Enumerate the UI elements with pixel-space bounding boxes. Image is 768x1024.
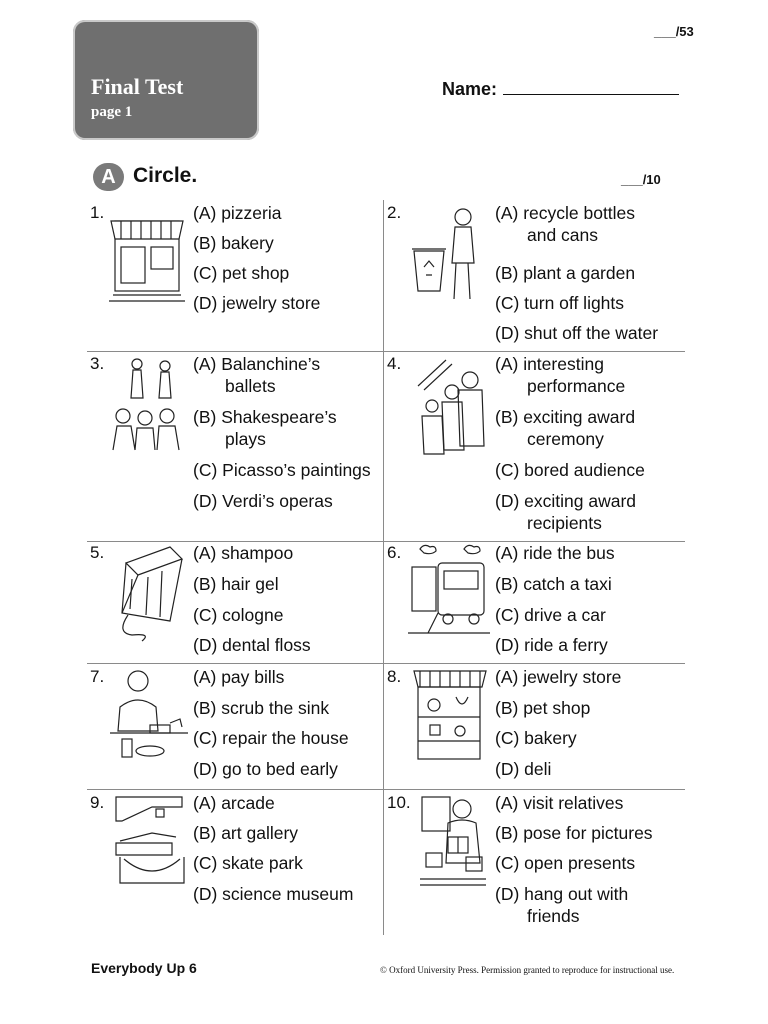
row-divider [87,789,685,790]
question-number: 6. [387,543,402,562]
answer-option-continued: plays [225,429,266,449]
answer-option[interactable]: (A) arcade [193,793,275,813]
answer-option[interactable]: (C) Picasso’s paintings [193,460,371,480]
question-number: 1. [90,203,105,222]
answer-option[interactable]: (A) visit relatives [495,793,624,813]
answer-option[interactable]: (A) recycle bottles [495,203,636,223]
question-number: 10. [387,793,411,812]
answer-option[interactable]: (A) shampoo [193,543,294,563]
page-number: page 1 [91,104,133,120]
question-number: 2. [387,203,402,222]
test-title: Final Test [91,74,184,99]
footer-copyright: © Oxford University Press. Permission granted to reproduce for instructional use. [380,965,675,975]
answer-option[interactable]: (C) bored audience [495,460,645,480]
name-field[interactable] [442,78,679,100]
recycling-illustration [410,203,490,303]
presents-illustration [418,793,488,889]
test-header-box [73,20,259,140]
dental-floss-illustration [112,543,188,643]
row-divider [87,541,685,542]
answer-option[interactable]: (B) pose for pictures [495,823,653,843]
answer-option-continued: and cans [527,225,599,245]
storefront-illustration [107,203,187,303]
answer-option-continued: recipients [527,513,602,533]
section-title: Circle. [133,164,198,187]
name-label: Name: [442,79,498,99]
answer-option[interactable]: (D) ride a ferry [495,635,608,655]
grid-divider [383,200,384,935]
answer-option[interactable]: (A) ride the bus [495,543,615,563]
answer-option-continued: performance [527,376,626,396]
answer-option[interactable]: (D) deli [495,759,552,779]
answer-option[interactable]: (D) shut off the water [495,323,659,343]
answer-option-continued: ballets [225,376,276,396]
section-badge: A [93,163,124,191]
answer-option[interactable]: (D) exciting award [495,491,637,511]
answer-option[interactable]: (B) scrub the sink [193,698,330,718]
question-number: 4. [387,354,402,373]
answer-option[interactable]: (A) pay bills [193,667,285,687]
answer-option[interactable]: (D) hang out with [495,884,629,904]
answer-option[interactable]: (A) jewelry store [495,667,622,687]
answer-option[interactable]: (D) go to bed early [193,759,338,779]
question-number: 3. [90,354,105,373]
answer-option[interactable]: (B) plant a garden [495,263,636,283]
answer-option[interactable]: (C) cologne [193,605,284,625]
answer-option[interactable]: (C) turn off lights [495,293,625,313]
answer-option-continued: ceremony [527,429,604,449]
audience-illustration [410,356,490,456]
bills-illustration [110,667,188,767]
answer-option[interactable]: (A) interesting [495,354,604,374]
bus-street-illustration [408,543,490,639]
answer-option[interactable]: (D) jewelry store [193,293,321,313]
row-divider [87,351,685,352]
answer-option[interactable]: (B) bakery [193,233,274,253]
skate-ramp-illustration [112,793,188,889]
answer-option[interactable]: (B) pet shop [495,698,591,718]
total-score: ___/53 [654,24,694,39]
answer-option[interactable]: (B) hair gel [193,574,279,594]
answer-option[interactable]: (B) art gallery [193,823,299,843]
answer-option[interactable]: (B) Shakespeare’s [193,407,337,427]
question-number: 8. [387,667,402,686]
answer-option-continued: friends [527,906,580,926]
name-blank[interactable] [503,78,679,95]
answer-option[interactable]: (A) Balanchine’s [193,354,321,374]
jewelry-display-illustration [412,667,488,767]
footer-book-title: Everybody Up 6 [91,960,197,976]
answer-option[interactable]: (C) bakery [495,728,577,748]
answer-option[interactable]: (C) open presents [495,853,636,873]
question-number: 7. [90,667,105,686]
answer-option[interactable]: (D) Verdi’s operas [193,491,333,511]
answer-option[interactable]: (B) exciting award [495,407,636,427]
row-divider [87,663,685,664]
theater-audience-illustration [107,354,187,458]
answer-option[interactable]: (D) dental floss [193,635,311,655]
answer-option[interactable]: (C) repair the house [193,728,349,748]
answer-option[interactable]: (A) pizzeria [193,203,282,223]
answer-option[interactable]: (C) drive a car [495,605,606,625]
answer-option[interactable]: (C) skate park [193,853,303,873]
answer-option[interactable]: (C) pet shop [193,263,290,283]
question-number: 9. [90,793,105,812]
section-score: ___/10 [621,172,661,187]
question-number: 5. [90,543,105,562]
answer-option[interactable]: (D) science museum [193,884,354,904]
answer-option[interactable]: (B) catch a taxi [495,574,612,594]
